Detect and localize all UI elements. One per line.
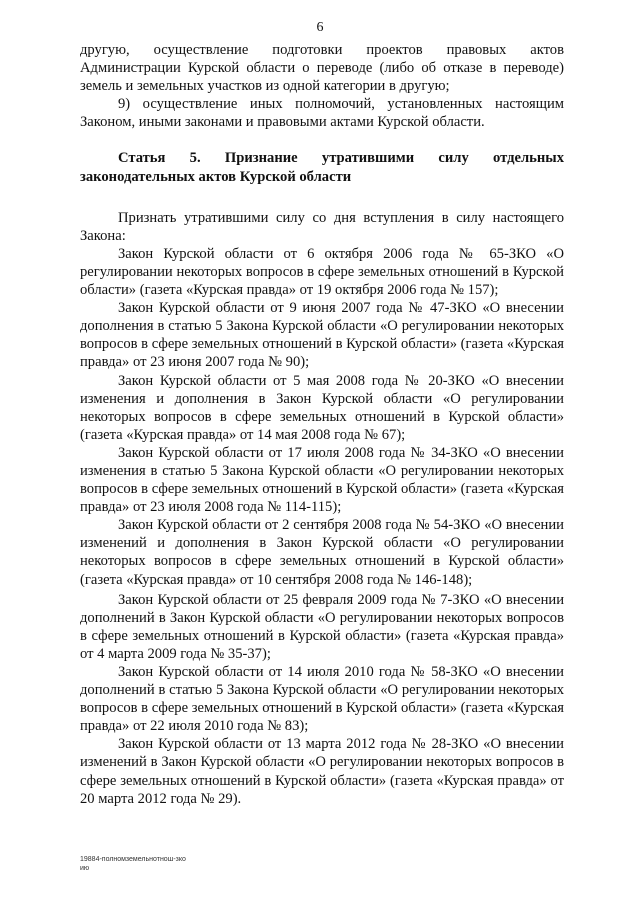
law-item: Закон Курской области от 13 марта 2012 года № 28-ЗКО «О внесении изменений в Закон Курской области «О регулировании некоторых вопросов в сфере земельных отношений в Курской области» (газета «Курская правда» от 20 марта 2012 года № 29). <box>80 736 564 807</box>
document-body <box>80 41 564 808</box>
page-number: 6 <box>316 20 324 35</box>
law-item: Закон Курской области от 5 мая 2008 года № 20-ЗКО «О внесении изменения и дополнения в Закон Курской области «О регулировании некоторых вопросов в сфере земельных отношений в Курской области» (газета «Курская правда» от 14 мая 2008 года № 67); <box>80 372 564 443</box>
law-item: Закон Курской области от 25 февраля 2009 года № 7-ЗКО «О внесении дополнений в Закон Курской области «О регулировании некоторых вопросов в сфере земельных отношений в Курской области» (газета «Курская правда» от 4 марта 2009 года № 35-37); <box>80 591 564 662</box>
law-item: Закон Курской области от 2 сентября 2008 года № 54-ЗКО «О внесении изменений и дополнения в Закон Курской области «О регулировании некоторых вопросов в сфере земельных отношений в Курской области» (газета «Курская правда» от 10 сентября 2008 года № 146-148); <box>80 517 564 588</box>
law-item: Закон Курской области от 14 июля 2010 года № 58-ЗКО «О внесении дополнений в статью 5 Закона Курской области «О регулировании некоторых вопросов в сфере земельных отношений в Курской области» (газета «Курская правда» от 22 июля 2010 года № 83); <box>80 664 564 735</box>
law-item: Закон Курской области от 9 июня 2007 года № 47-ЗКО «О внесении дополнения в статью 5 Закона Курской области «О регулировании некоторых вопросов в сфере земельных отношений в Курской области» (газета «Курская правда» от 23 июня 2007 года № 90); <box>80 300 564 371</box>
paragraph-intro: Признать утратившими силу со дня вступления в силу настоящего Закона: <box>80 209 564 244</box>
paragraph-continuation: другую, осуществление подготовки проектов правовых актов Администрации Курской области о переводе (либо об отказе в переводе) земель и земельных участков из одной категории в другую; <box>80 42 564 95</box>
law-item: Закон Курской области от 6 октября 2006 года № 65-ЗКО «О регулировании некоторых вопросов в сфере земельных отношений в Курской области» (газета «Курская правда» от 19 октября 2006 года № 157); <box>80 245 564 299</box>
law-item: Закон Курской области от 17 июля 2008 года № 34-ЗКО «О внесении изменения в статью 5 Закона Курской области «О регулировании некоторых вопросов в сфере земельных отношений в Курской области» (газета «Курская правда» от 23 июля 2008 года № 114-115); <box>80 444 564 516</box>
document-footer <box>80 855 220 873</box>
article-heading: Статья 5. Признание утратившими силу отдельных законодательных актов Курской области <box>80 150 564 185</box>
paragraph-item-9: 9) осуществление иных полномочий, установленных настоящим Законом, иными законами и правовыми актами Курской области. <box>80 96 564 131</box>
footer-file-name: 19884-полномземельнотнош-зко <box>80 856 186 863</box>
footer-file-name-continuation: ию <box>80 865 90 872</box>
